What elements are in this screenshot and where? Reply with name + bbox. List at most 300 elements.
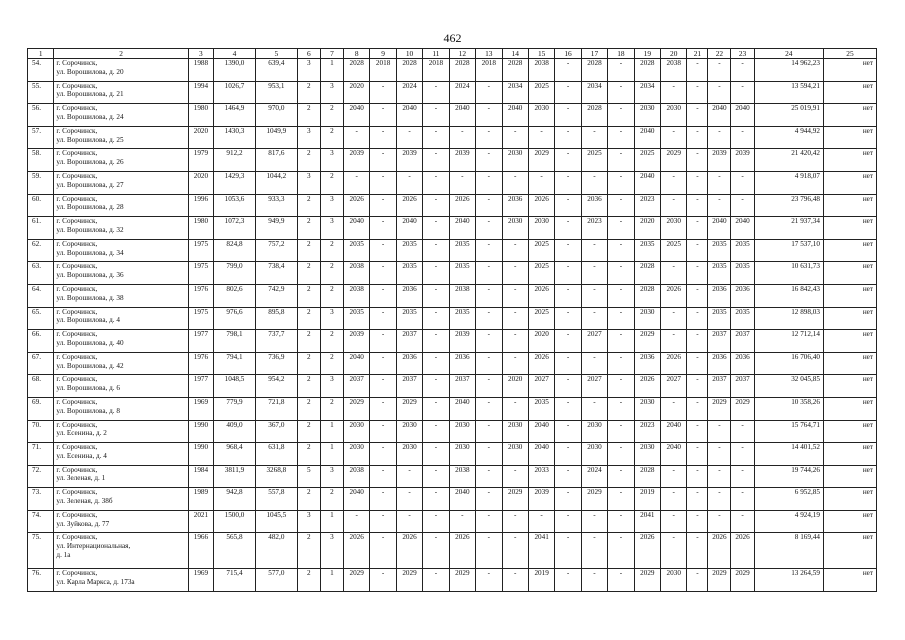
address-line: ул. Ворошилова, д. 28 [56, 203, 124, 212]
table-cell: - [476, 330, 502, 353]
table-cell: 2 [297, 420, 320, 443]
table-cell: - [687, 465, 708, 488]
column-number-cell: 11 [423, 49, 449, 59]
table-cell: 2020 [528, 330, 554, 353]
table-cell: 1500,0 [214, 510, 256, 533]
row-number-cell: 56. [28, 104, 54, 127]
address-cell [54, 149, 188, 172]
table-cell: 2040 [634, 171, 660, 194]
table-cell: 715,4 [214, 569, 256, 592]
table-cell: - [608, 262, 634, 285]
table-cell: 2019 [528, 569, 554, 592]
table-cell: - [370, 149, 396, 172]
table-cell: - [476, 488, 502, 511]
address-line: г. Сорочинск, [56, 352, 98, 361]
table-cell: 5 [297, 465, 320, 488]
table-cell: 2030 [581, 443, 607, 466]
cost-cell: 4 944,92 [754, 126, 823, 149]
table-cell: 3 [297, 126, 320, 149]
address-line: ул. Ворошилова, д. 34 [56, 248, 124, 257]
table-cell: 2026 [708, 533, 731, 569]
table-cell: 912,2 [214, 149, 256, 172]
table-cell: 2023 [634, 420, 660, 443]
table-cell: 2036 [581, 194, 607, 217]
table-cell: 2 [297, 194, 320, 217]
table-cell: - [608, 510, 634, 533]
table-cell: - [581, 262, 607, 285]
table-row [28, 171, 877, 194]
table-cell: 1072,3 [214, 217, 256, 240]
column-number-cell: 6 [297, 49, 320, 59]
table-cell: - [423, 81, 449, 104]
table-cell: 2029 [708, 397, 731, 420]
cost-cell: 21 420,42 [754, 149, 823, 172]
table-cell: 2029 [581, 488, 607, 511]
table-cell: - [581, 533, 607, 569]
table-cell: - [608, 171, 634, 194]
table-cell: - [476, 375, 502, 398]
status-cell: нет [823, 262, 876, 285]
table-cell: - [502, 465, 528, 488]
table-cell: 577,0 [255, 569, 297, 592]
table-cell: - [608, 352, 634, 375]
table-cell: - [687, 104, 708, 127]
address-cell [54, 217, 188, 240]
table-cell: 2040 [528, 420, 554, 443]
table-cell: 2028 [343, 59, 369, 82]
table-cell: - [423, 239, 449, 262]
table-cell: 1975 [188, 239, 213, 262]
address-cell [54, 81, 188, 104]
table-cell: - [423, 104, 449, 127]
table-cell: 2029 [528, 149, 554, 172]
table-row [28, 126, 877, 149]
table-cell: 2025 [528, 262, 554, 285]
address-line: ул. Карла Маркса, д. 173а [56, 578, 135, 587]
table-cell: - [581, 239, 607, 262]
table-cell: 2029 [502, 488, 528, 511]
address-line: г. Сорочинск, [56, 443, 98, 452]
table-cell: 2030 [634, 104, 660, 127]
table-cell: 2030 [396, 420, 422, 443]
table-row [28, 375, 877, 398]
table-cell: - [555, 397, 581, 420]
table-row [28, 262, 877, 285]
table-cell: 2 [297, 488, 320, 511]
table-cell: - [423, 420, 449, 443]
table-cell: 2 [297, 352, 320, 375]
table-cell: 824,8 [214, 239, 256, 262]
table-cell: 2026 [661, 352, 687, 375]
table-cell: - [423, 352, 449, 375]
table-cell: 3 [320, 149, 343, 172]
row-number-cell: 70. [28, 420, 54, 443]
address-line: г. Сорочинск, [56, 465, 98, 474]
table-cell: 779,9 [214, 397, 256, 420]
column-number-cell: 13 [476, 49, 502, 59]
table-cell: 2027 [661, 375, 687, 398]
table-cell: - [370, 510, 396, 533]
table-cell: 2040 [343, 488, 369, 511]
table-cell: 2039 [449, 149, 475, 172]
table-cell: 2023 [581, 217, 607, 240]
table-cell: 942,8 [214, 488, 256, 511]
table-cell: 2038 [449, 284, 475, 307]
table-cell: - [555, 149, 581, 172]
table-cell: 794,1 [214, 352, 256, 375]
table-cell: - [581, 352, 607, 375]
table-cell: 2024 [396, 81, 422, 104]
table-cell: - [370, 104, 396, 127]
table-cell: - [396, 465, 422, 488]
column-number-cell: 10 [396, 49, 422, 59]
table-cell: - [343, 126, 369, 149]
table-cell: 757,2 [255, 239, 297, 262]
table-cell: 2026 [661, 284, 687, 307]
table-cell: 1 [320, 510, 343, 533]
table-cell: 2036 [634, 352, 660, 375]
table-cell: 2037 [731, 330, 754, 353]
table-cell: - [687, 171, 708, 194]
table-cell: - [476, 239, 502, 262]
row-number-cell: 62. [28, 239, 54, 262]
table-cell: - [687, 375, 708, 398]
table-cell: 1390,0 [214, 59, 256, 82]
table-cell: 2030 [581, 420, 607, 443]
column-number-cell: 12 [449, 49, 475, 59]
table-cell: 1990 [188, 420, 213, 443]
table-cell: 2039 [343, 330, 369, 353]
table-cell: 2040 [396, 217, 422, 240]
table-cell: 2030 [634, 397, 660, 420]
table-cell: - [423, 488, 449, 511]
table-cell: 2026 [634, 533, 660, 569]
table-cell: 2040 [708, 104, 731, 127]
table-cell: - [370, 262, 396, 285]
table-cell: - [396, 510, 422, 533]
table-cell: 2026 [343, 194, 369, 217]
address-line: г. Сорочинск, [56, 397, 98, 406]
column-number-cell: 19 [634, 49, 660, 59]
cost-cell: 16 706,40 [754, 352, 823, 375]
table-cell: 2036 [731, 284, 754, 307]
table-cell: - [423, 284, 449, 307]
table-cell: 2035 [708, 262, 731, 285]
address-cell [54, 569, 188, 592]
table-cell: - [661, 194, 687, 217]
table-row [28, 352, 877, 375]
table-cell: 2026 [396, 533, 422, 569]
table-cell: 2018 [476, 59, 502, 82]
table-cell: 2020 [188, 126, 213, 149]
table-cell: - [687, 510, 708, 533]
table-row [28, 149, 877, 172]
table-cell: - [661, 330, 687, 353]
table-cell: - [370, 239, 396, 262]
table-cell: 1977 [188, 330, 213, 353]
table-cell: 2026 [449, 533, 475, 569]
table-cell: - [396, 171, 422, 194]
table-cell: - [555, 510, 581, 533]
table-cell: - [661, 262, 687, 285]
table-cell: - [502, 307, 528, 330]
table-cell: 2 [320, 284, 343, 307]
row-number-cell: 60. [28, 194, 54, 217]
table-cell: 2040 [396, 104, 422, 127]
table-cell: - [449, 126, 475, 149]
table-cell: - [608, 81, 634, 104]
table-row [28, 569, 877, 592]
status-cell: нет [823, 307, 876, 330]
table-cell: - [528, 510, 554, 533]
table-cell: 2 [297, 397, 320, 420]
table-cell: - [476, 126, 502, 149]
table-cell: 2038 [528, 59, 554, 82]
table-cell: 2038 [343, 465, 369, 488]
table-cell: 2035 [396, 262, 422, 285]
table-cell: - [581, 569, 607, 592]
table-cell: 895,8 [255, 307, 297, 330]
table-cell: - [608, 375, 634, 398]
table-cell: 1975 [188, 307, 213, 330]
table-cell: 3268,8 [255, 465, 297, 488]
column-number-cell: 22 [708, 49, 731, 59]
table-cell: 2029 [634, 330, 660, 353]
cost-cell: 25 019,91 [754, 104, 823, 127]
address-line: г. Сорочинск, [56, 510, 98, 519]
table-cell: - [502, 239, 528, 262]
address-line: ул. Зеленая, д. 38б [56, 497, 113, 506]
table-cell: - [476, 569, 502, 592]
table-cell: 721,8 [255, 397, 297, 420]
table-cell: - [731, 59, 754, 82]
table-cell: 2026 [528, 284, 554, 307]
table-cell: - [661, 126, 687, 149]
table-cell: - [708, 59, 731, 82]
table-cell: - [687, 239, 708, 262]
table-cell: - [396, 488, 422, 511]
table-cell: 2025 [581, 149, 607, 172]
table-cell: 2040 [661, 443, 687, 466]
status-cell: нет [823, 59, 876, 82]
column-number-cell: 17 [581, 49, 607, 59]
table-cell: 2 [297, 284, 320, 307]
address-line: ул. Ворошилова, д. 4 [56, 316, 120, 325]
table-cell: 2038 [449, 465, 475, 488]
row-number-cell: 54. [28, 59, 54, 82]
address-line: ул. Ворошилова, д. 24 [56, 112, 124, 121]
table-cell: 1969 [188, 569, 213, 592]
status-cell: нет [823, 420, 876, 443]
table-cell: - [423, 149, 449, 172]
table-cell: - [449, 510, 475, 533]
table-cell: - [476, 171, 502, 194]
row-number-cell: 67. [28, 352, 54, 375]
address-cell [54, 375, 188, 398]
table-cell: 2021 [188, 510, 213, 533]
table-cell: - [581, 171, 607, 194]
table-cell: - [555, 239, 581, 262]
table-cell: - [661, 397, 687, 420]
table-cell: - [687, 126, 708, 149]
table-cell: - [370, 420, 396, 443]
table-cell: 2024 [581, 465, 607, 488]
table-row [28, 443, 877, 466]
table-cell: 2030 [449, 420, 475, 443]
table-cell: - [731, 81, 754, 104]
table-cell: - [708, 194, 731, 217]
table-cell: 2028 [502, 59, 528, 82]
table-cell: - [731, 465, 754, 488]
column-number-cell: 23 [731, 49, 754, 59]
address-line: г. Сорочинск, [56, 194, 98, 203]
table-cell: - [708, 420, 731, 443]
table-row [28, 81, 877, 104]
row-number-cell: 74. [28, 510, 54, 533]
table-cell: - [370, 443, 396, 466]
address-cell [54, 104, 188, 127]
table-row [28, 239, 877, 262]
table-cell: 2038 [661, 59, 687, 82]
table-cell: - [708, 443, 731, 466]
table-cell: - [476, 149, 502, 172]
table-cell: 2039 [708, 149, 731, 172]
address-cell [54, 465, 188, 488]
table-cell: 2034 [581, 81, 607, 104]
table-cell: 2036 [449, 352, 475, 375]
table-cell: 1044,2 [255, 171, 297, 194]
table-cell: - [528, 171, 554, 194]
table-cell: 2029 [708, 569, 731, 592]
table-cell: - [476, 217, 502, 240]
table-cell: - [555, 307, 581, 330]
table-cell: - [423, 307, 449, 330]
address-cell [54, 397, 188, 420]
table-cell: 954,2 [255, 375, 297, 398]
table-cell: 1976 [188, 284, 213, 307]
table-cell: - [423, 171, 449, 194]
table-cell: 2 [297, 307, 320, 330]
table-cell: - [608, 217, 634, 240]
table-cell: - [502, 510, 528, 533]
address-line: ул. Ворошилова, д. 20 [56, 67, 124, 76]
address-line: г. Сорочинск, [56, 375, 98, 384]
table-cell: 2028 [634, 465, 660, 488]
row-number-cell: 55. [28, 81, 54, 104]
table-cell: - [502, 262, 528, 285]
table-cell: - [731, 488, 754, 511]
table-cell: 2041 [528, 533, 554, 569]
table-cell: 2030 [634, 307, 660, 330]
row-number-cell: 73. [28, 488, 54, 511]
table-cell: 1980 [188, 104, 213, 127]
table-cell: 2026 [528, 352, 554, 375]
address-cell [54, 488, 188, 511]
table-cell: 2 [320, 397, 343, 420]
table-cell: 2040 [449, 488, 475, 511]
table-cell: 2040 [528, 443, 554, 466]
table-row [28, 533, 877, 569]
table-cell: - [687, 217, 708, 240]
table-cell: - [731, 420, 754, 443]
table-cell: - [608, 307, 634, 330]
table-cell: 2 [297, 533, 320, 569]
table-cell: 802,6 [214, 284, 256, 307]
table-cell: 3 [320, 307, 343, 330]
table-row [28, 488, 877, 511]
status-cell: нет [823, 284, 876, 307]
cost-cell: 10 631,73 [754, 262, 823, 285]
table-cell: 2038 [343, 284, 369, 307]
address-line: ул. Ворошилова, д. 6 [56, 384, 120, 393]
status-cell: нет [823, 488, 876, 511]
table-cell: 2027 [581, 330, 607, 353]
row-number-cell: 72. [28, 465, 54, 488]
row-number-cell: 64. [28, 284, 54, 307]
table-cell: 1966 [188, 533, 213, 569]
address-line: ул. Есенина, д. 4 [56, 451, 107, 460]
table-cell: 2 [297, 239, 320, 262]
table-cell: - [370, 171, 396, 194]
table-cell: 2040 [634, 126, 660, 149]
table-cell: 2029 [343, 569, 369, 592]
table-cell: 933,3 [255, 194, 297, 217]
table-cell: 409,0 [214, 420, 256, 443]
table-cell: 2020 [343, 81, 369, 104]
table-cell: - [687, 59, 708, 82]
column-number-cell: 1 [28, 49, 54, 59]
table-cell: - [528, 126, 554, 149]
table-cell: 737,7 [255, 330, 297, 353]
table-cell: 2040 [343, 352, 369, 375]
cost-cell: 23 796,48 [754, 194, 823, 217]
table-cell: 2035 [396, 307, 422, 330]
table-cell: 2025 [528, 81, 554, 104]
status-cell: нет [823, 330, 876, 353]
status-cell: нет [823, 375, 876, 398]
table-cell: - [370, 194, 396, 217]
table-cell: 2028 [634, 262, 660, 285]
table-cell: 1977 [188, 375, 213, 398]
address-line: г. Сорочинск, [56, 59, 98, 67]
address-line: г. Сорочинск, [56, 126, 98, 135]
table-cell: - [661, 488, 687, 511]
table-cell: - [423, 569, 449, 592]
column-number-cell: 9 [370, 49, 396, 59]
table-cell: 2040 [449, 397, 475, 420]
table-cell: - [661, 81, 687, 104]
cost-cell: 12 898,03 [754, 307, 823, 330]
table-row [28, 194, 877, 217]
status-cell: нет [823, 510, 876, 533]
table-cell: 1045,5 [255, 510, 297, 533]
status-cell: нет [823, 171, 876, 194]
table-cell: 2 [320, 126, 343, 149]
table-row [28, 307, 877, 330]
table-cell: 2035 [634, 239, 660, 262]
table-cell: 2037 [396, 330, 422, 353]
table-cell: - [476, 194, 502, 217]
table-cell: - [708, 465, 731, 488]
table-cell: - [370, 465, 396, 488]
table-cell: 2028 [449, 59, 475, 82]
table-cell: - [555, 488, 581, 511]
table-cell: 2035 [343, 307, 369, 330]
table-cell: 2 [320, 104, 343, 127]
row-number-cell: 63. [28, 262, 54, 285]
address-cell [54, 443, 188, 466]
table-cell: - [370, 126, 396, 149]
